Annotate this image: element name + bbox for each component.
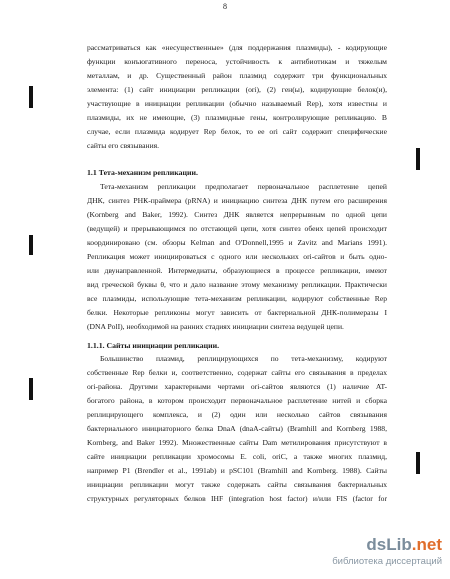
scan-binding-mark [29,235,33,255]
text-line: Большинство плазмид, реплицирующихся по тета-механизму, кодируют [100,354,387,363]
text-line: богатого района, в котором происходит первоначальное расплетение нитей и сборка [87,396,387,405]
text-line: бактериального инициаторного белка DnaA (dnaA-сайты) (Bramhill and Kornberg 1988, [87,424,387,433]
text-line: все плазмиды, использующие тета-механизм репликации, кодируют собственные Rep [87,294,387,303]
text-line: белки. Некоторые репликоны могут зависить от бактериальной ДНК-полимеразы I [87,308,387,317]
text-line: реплицирующего комплекса, и (2) один или несколько сайтов связывания [87,410,387,419]
text-line: плазмиды, их не имеющие, (3) плазмидные гены, контролирующие репликацию. В [87,113,387,122]
subsection-heading: 1.1.1. Сайты инициации репликации. [87,341,220,350]
scan-binding-mark [416,452,420,474]
text-line: или двунаправленной. Интермедиаты, образующиеся в процессе репликации, имеют [87,266,387,275]
scan-binding-mark [29,86,33,108]
text-line: (DNA PolI), необходимой на ранних стадиях инициации синтеза ведущей цепи. [87,322,344,331]
text-line: случае, если плазмида кодирует Rep белок, то ее ori сайт содержит специфические [87,127,387,136]
text-line: Репликация может инициироваться с одного или нескольких ori-сайтов и быть одно- [87,252,387,261]
text-line: ДНК, синтез РНК-праймера (pRNA) и инициацию синтеза ДНК путем его расширения [87,196,387,205]
scan-binding-mark [29,378,33,400]
text-line: рассматриваться как «несущественные» (для поддержания плазмиды), - кодирующие [87,43,387,52]
watermark [322,535,442,573]
scan-binding-mark [416,148,420,170]
text-line: Kornberg, and Baker 1992). Множественные сайты Dam метилирования присутствуют в [87,438,387,447]
text-line: сайты его связывания. [87,141,160,150]
text-line: (Kornberg and Baker, 1992). Синтез ДНК является непрерывным по одной цепи [87,210,387,219]
text-line: инициации репликации могут также содержать сайты связывания бактериальных [87,480,387,489]
text-line: ori-района. Другими характерными чертами ori-сайтов являются (1) наличие AT- [87,382,387,391]
text-line: металлам, и др. Существенный район плазмид содержит три функциональных [87,71,387,80]
text-line: участвующие в инициации репликации (обычно называемый Rep), хотя известны и [87,99,387,108]
section-heading: 1.1 Тета-механизм репликации. [87,168,198,177]
watermark-subtitle: библиотека диссертаций [332,556,442,567]
text-line: (ведущей) и прерывающимся по отстающей цепи, хотя синтез обеих цепей происходит [87,224,387,233]
text-line: координировано (см. обзоры Kelman and O'Donnell,1995 и Zavitz and Marians 1991). [87,238,387,247]
text-line: Тета-механизм репликации предполагает первоначальное расплетение цепей [100,182,387,191]
text-line: например P1 (Brendler et al., 1991ab) и pSC101 (Bramhill and Kornberg. 1988). Сайты [87,466,387,475]
text-line: собственные Rep белки и, соответственно, содержат сайты его связывания в пределах [87,368,387,377]
text-line: сайте инициации репликации хромосомы E. coli, oriC, а также многих плазмид, [87,452,387,461]
page-number: 8 [223,2,227,11]
text-line: функции конъюгативного переноса, устойчивость к антибиотикам и тяжелым [87,57,387,66]
text-line: элемента: (1) сайт инициации репликации (ori), (2) ген(ы), кодирующие белок(и), [87,85,387,94]
text-line: вид греческой буквы θ, что и дало название этому механизму репликации. Практически [87,280,387,289]
text-line: структурных регуляторных белков IHF (integration host factor) и/или FIS (factor for [87,494,387,503]
watermark-logo: dsLib.net [366,535,442,554]
